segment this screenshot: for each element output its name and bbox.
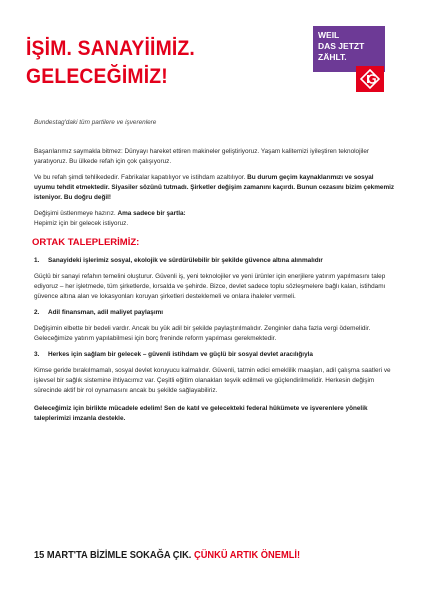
demand-3-number: 3.: [34, 351, 40, 358]
paragraph-condition-text: Değişimi üstlenmeye hazırız.: [34, 210, 116, 217]
demands-heading: ORTAK TALEPLERİMİZ:: [32, 237, 140, 248]
paragraph-threat: [34, 173, 396, 203]
demand-2-title: [34, 308, 396, 318]
paragraph-condition: [34, 209, 396, 229]
logo-line-2: DAS JETZT: [318, 41, 365, 51]
letter-body: [34, 118, 396, 430]
headline: [26, 34, 296, 90]
logo-line-3: ZÄHLT.: [318, 52, 347, 62]
demand-2-number: 2.: [34, 309, 40, 316]
demand-1-number: 1.: [34, 257, 40, 264]
paragraph-condition-line2: Hepimiz için bir gelecek istiyoruz.: [34, 220, 129, 227]
paragraph-threat-text: Ve bu refah şimdi tehlikededir. Fabrikalar kapatılıyor ve istihdam azaltılıyor.: [34, 174, 246, 181]
salutation: Bundestag'daki tüm partilere ve işverenlere: [34, 119, 157, 126]
demand-3-body: Kimse geride bırakılmamalı, sosyal devlet koruyucu kalmalıdır. Güvenli, tatmin edici emeklilik maaşları, adil çalışma saatleri ve işlevsel bir sağlık sistemine ihtiyacımız var. Çeşitli eğitim olanakları teşvik edilmeli ve güçlendirilmelidir. Herkesin değişim sürecinde aktif bir rol oynamasını ancak bu şekilde sağlayabiliriz.: [34, 367, 391, 394]
demand-1-title-text: Sanayideki işlerimiz sosyal, ekolojik ve sürdürülebilir bir şekilde güvence altına alınmalıdır: [48, 257, 323, 264]
paragraph-intro: Başarılarımız saymakla bitmez: Dünyayı hareket ettiren makineler geliştiriyoruz. Yaşam kalitemizi iyileştiren teknolojiler yaratıyoruz. Bu ülkede refah için çok çalışıyoruz.: [34, 148, 370, 165]
cta-part-1: 15 MART'TA BİZİMLE SOKAĞA ÇIK.: [34, 550, 192, 561]
demand-1-body: Güçlü bir sanayi refahın temelini oluşturur. Güvenli iş, yeni teknolojiler ve yeni ürünler için enerjilere yatırım yapılmasını talep ediyoruz – her işletmede, tüm şirketlerde, kırsalda ve şehirde. Bizce, devlet sadece toplu sözleşmelere bağlı kalan, istihdamı güvence altına alan ve lokasyonları koruyan şirketleri desteklemeli ve onlara ihaleler vermeli.: [34, 273, 386, 300]
demand-2-title-text: Adil finansman, adil maliyet paylaşımı: [48, 309, 164, 316]
headline-line-2: GELECEĞİMİZ!: [26, 64, 168, 88]
demand-3-title: [34, 350, 396, 360]
headline-line-1: İŞİM. SANAYİİMİZ.: [26, 36, 196, 60]
paragraph-threat-bold: Bu durum geçim kaynaklarımızı ve sosyal uyumu tehdit etmektedir. Siyasiler sözünü tutmadı. Şirketler değişim zamanını kaçırdı. Bunun cezasını bizim çekmemiz isteniyor. Bu doğru değil!: [34, 174, 395, 201]
demand-2-body: Değişimin elbette bir bedeli vardır. Ancak bu yük adil bir şekilde paylaştırılmalıdır. Zenginler daha fazla vergi ödemelidir. Geleceğimize yatırım yapılabilmesi için borç freninde reform yapılması gerekmektedir.: [34, 325, 371, 342]
cta-part-2: ÇÜNKÜ ARTIK ÖNEMLİ!: [193, 550, 301, 561]
logo-line-1: WEIL: [318, 30, 340, 40]
demand-1-title: [34, 256, 396, 266]
ig-metall-logo-icon: [356, 66, 384, 92]
paragraph-condition-bold: Ama sadece bir şartla:: [117, 210, 186, 217]
closing-appeal: Geleceğimiz için birlikte mücadele edelim! Sen de katıl ve gelecekteki federal hükümete ve işverenlere yönelik taleplerimizi imzanla destekle.: [34, 405, 368, 422]
demand-3-title-text: Herkes için sağlam bir gelecek – güvenli istihdam ve güçlü bir sosyal devlet aracılığıyla: [48, 351, 313, 358]
call-to-action: [34, 550, 378, 561]
